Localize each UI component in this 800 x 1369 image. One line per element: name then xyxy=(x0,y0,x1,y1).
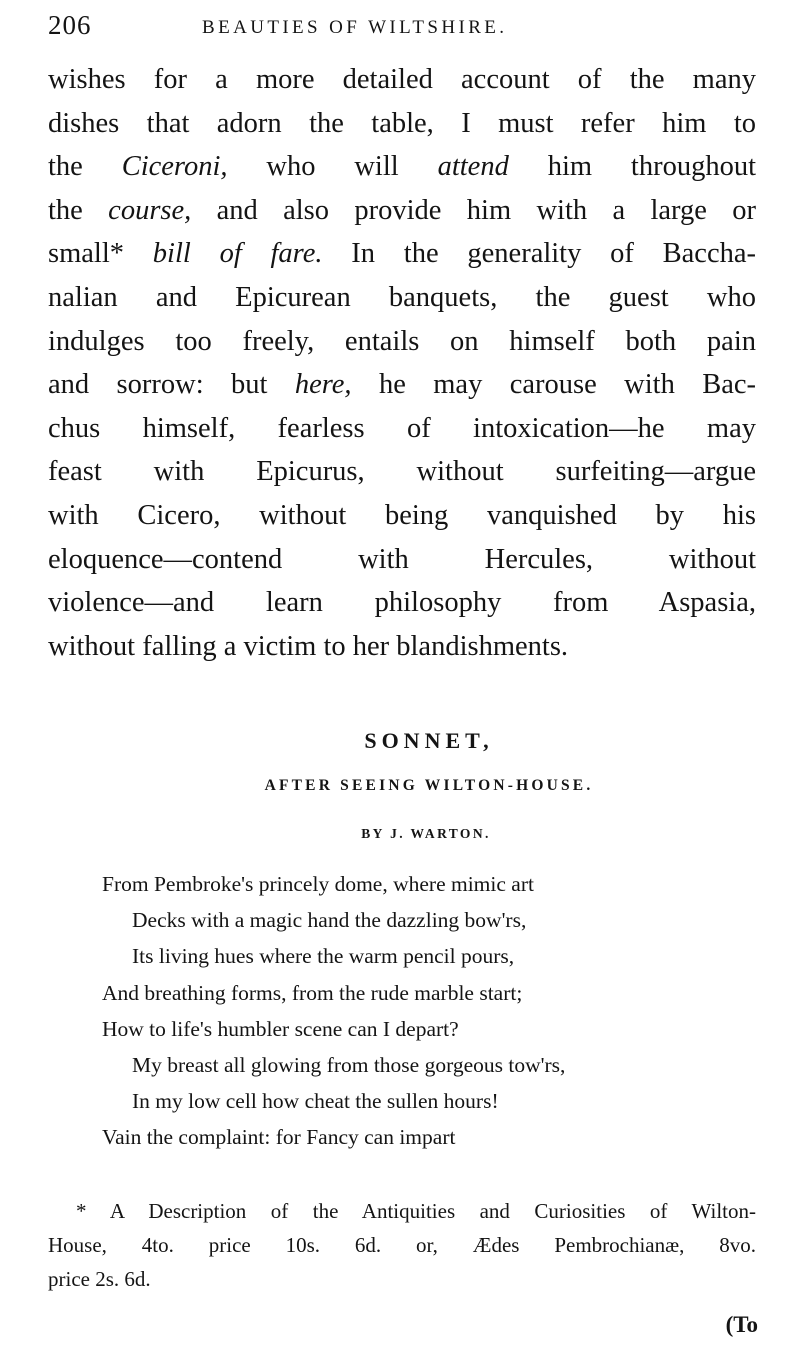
poem-line: And breathing forms, from the rude marble start; xyxy=(102,980,523,1005)
page-header xyxy=(48,6,758,46)
prose-line: chus himself, fearless of intoxication—he may xyxy=(48,412,756,444)
poem-line: How to life's humbler scene can I depart? xyxy=(102,1016,459,1041)
prose-line: dishes that adorn the table, I must refer him to xyxy=(48,107,756,139)
running-head: BEAUTIES OF WILTSHIRE. xyxy=(202,17,508,38)
italic-phrase: bill of fare. xyxy=(152,238,323,270)
prose-line: without falling a victim to her blandishments. xyxy=(48,630,569,662)
prose-line: small* bill of fare. In the generality of Baccha- xyxy=(48,238,756,270)
prose-line: wishes for a more detailed account of the many xyxy=(48,64,756,95)
footnote-line: House, 4to. price 10s. 6d. or, Ædes Pembrochianæ, 8vo. xyxy=(48,1233,756,1257)
poem-subtitle: AFTER SEEING WILTON-HOUSE. xyxy=(264,777,594,794)
poem-line: From Pembroke's princely dome, where mimic art xyxy=(102,872,534,896)
prose-line: nalian and Epicurean banquets, the guest who xyxy=(48,281,756,313)
poem-line: My breast all glowing from those gorgeous tow'rs, xyxy=(132,1052,566,1077)
poem-author: BY J. WARTON. xyxy=(361,826,491,841)
prose-line: the course, and also provide him with a large or xyxy=(48,194,756,226)
footnote-line: * A Description of the Antiquities and Curiosities of Wilton- xyxy=(76,1199,756,1223)
poem-line: Its living hues where the warm pencil pours, xyxy=(132,944,515,969)
prose-paragraph xyxy=(48,58,756,668)
catchword: (To xyxy=(725,1312,758,1337)
italic-phrase: here, xyxy=(294,369,352,401)
prose-line: feast with Epicurus, without surfeiting—argue xyxy=(48,456,756,488)
prose-line: eloquence—contend with Hercules, without xyxy=(48,543,756,575)
poem-line: Decks with a magic hand the dazzling bow'rs, xyxy=(132,908,527,933)
page-number: 206 xyxy=(48,10,92,40)
prose-line: with Cicero, without being vanquished by his xyxy=(48,499,756,531)
italic-phrase: course, xyxy=(108,194,192,226)
prose-line: the Ciceroni, who will attend him throughout xyxy=(48,151,756,183)
prose-line: and sorrow: but here, he may carouse with Bac- xyxy=(48,369,757,401)
italic-phrase: Ciceroni, xyxy=(121,151,228,183)
footnote xyxy=(48,1194,756,1296)
italic-phrase: attend xyxy=(437,151,509,183)
footnote-line: price 2s. 6d. xyxy=(48,1267,151,1291)
poem-line: Vain the complaint: for Fancy can impart xyxy=(102,1125,456,1150)
poem-line: In my low cell how cheat the sullen hours! xyxy=(132,1089,499,1114)
poem-body xyxy=(102,866,702,1156)
prose-line: violence—and learn philosophy from Aspasia, xyxy=(48,587,756,619)
prose-line: indulges too freely, entails on himself both pain xyxy=(48,325,756,357)
poem-title: SONNET, xyxy=(364,728,494,753)
